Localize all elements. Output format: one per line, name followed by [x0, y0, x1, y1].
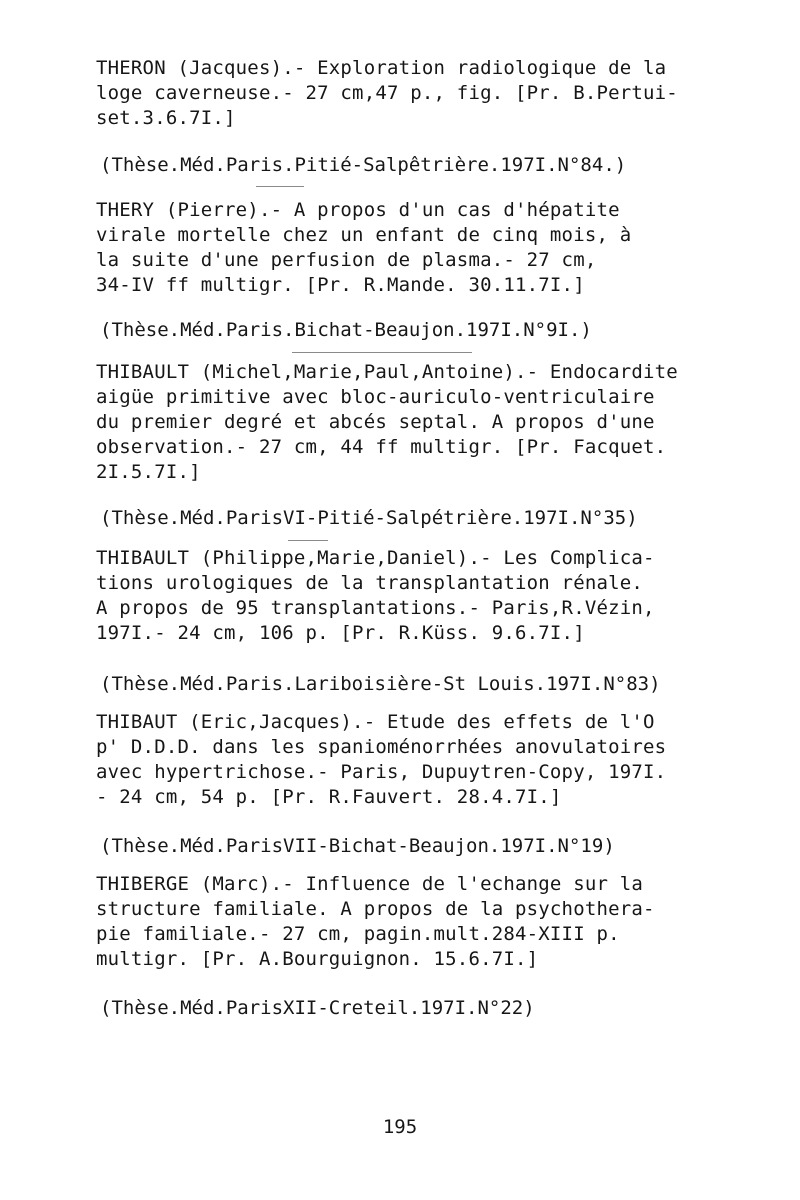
entry-line: p' D.D.D. dans les spanioménorrhées anovulatoires	[96, 736, 667, 758]
entry-line: THIBAUT (Eric,Jacques).- Etude des effets de l'O	[96, 711, 655, 733]
page-number: 195	[382, 1116, 418, 1138]
entry-line: aigüe primitive avec bloc-auriculo-ventriculaire	[96, 386, 655, 408]
entry-line: 2I.5.7I.]	[96, 461, 201, 483]
bibliography-entry	[96, 872, 716, 972]
bibliography-entry	[96, 710, 716, 810]
entry-line: pie familiale.- 27 cm, pagin.mult.284-XIII p.	[96, 923, 620, 945]
thesis-reference: (Thèse.Méd.Paris.Lariboisière-St Louis.197I.N°83)	[100, 673, 661, 695]
divider	[256, 186, 304, 187]
bibliography-entry	[96, 360, 716, 485]
entry-line: 34-IV ff multigr. [Pr. R.Mande. 30.11.7I.]	[96, 274, 585, 296]
entry-line: virale mortelle chez un enfant de cinq mois, à	[96, 224, 632, 246]
bibliography-entry	[96, 546, 716, 646]
entry-line: 197I.- 24 cm, 106 p. [Pr. R.Küss. 9.6.7I.]	[96, 622, 585, 644]
bibliography-entry	[96, 56, 716, 131]
entry-line: multigr. [Pr. A.Bourguignon. 15.6.7I.]	[96, 948, 539, 970]
entry-line: - 24 cm, 54 p. [Pr. R.Fauvert. 28.4.7I.]	[96, 786, 562, 808]
entry-line: loge caverneuse.- 27 cm,47 p., fig. [Pr. B.Pertui-	[96, 82, 678, 104]
thesis-reference: (Thèse.Méd.ParisVII-Bichat-Beaujon.197I.N°19)	[100, 835, 615, 857]
divider	[288, 540, 328, 541]
entry-line: THIBAULT (Philippe,Marie,Daniel).- Les Complica-	[96, 547, 655, 569]
thesis-reference: (Thèse.Méd.ParisVI-Pitié-Salpétrière.197I.N°35)	[100, 507, 638, 529]
entry-line: structure familiale. A propos de la psychothera-	[96, 898, 655, 920]
bibliography-entry	[96, 198, 716, 298]
thesis-reference: (Thèse.Méd.ParisXII-Creteil.197I.N°22)	[100, 997, 535, 1019]
entry-line: A propos de 95 transplantations.- Paris,R.Vézin,	[96, 597, 655, 619]
thesis-reference: (Thèse.Méd.Paris.Pitié-Salpêtrière.197I.N°84.)	[100, 154, 627, 176]
entry-line: avec hypertrichose.- Paris, Dupuytren-Copy, 197I.	[96, 761, 667, 783]
divider	[292, 352, 472, 353]
entry-line: THERON (Jacques).- Exploration radiologique de la	[96, 57, 667, 79]
entry-line: THERY (Pierre).- A propos d'un cas d'hépatite	[96, 199, 620, 221]
entry-line: la suite d'une perfusion de plasma.- 27 cm,	[96, 249, 597, 271]
entry-line: THIBAULT (Michel,Marie,Paul,Antoine).- Endocardite	[96, 361, 678, 383]
entry-line: observation.- 27 cm, 44 ff multigr. [Pr. Facquet.	[96, 436, 667, 458]
entry-line: THIBERGE (Marc).- Influence de l'echange sur la	[96, 873, 644, 895]
thesis-reference: (Thèse.Méd.Paris.Bichat-Beaujon.197I.N°9I.)	[100, 319, 592, 341]
entry-line: du premier degré et abcés septal. A propos d'une	[96, 411, 655, 433]
entry-line: set.3.6.7I.]	[96, 107, 236, 129]
entry-line: tions urologiques de la transplantation rénale.	[96, 572, 644, 594]
